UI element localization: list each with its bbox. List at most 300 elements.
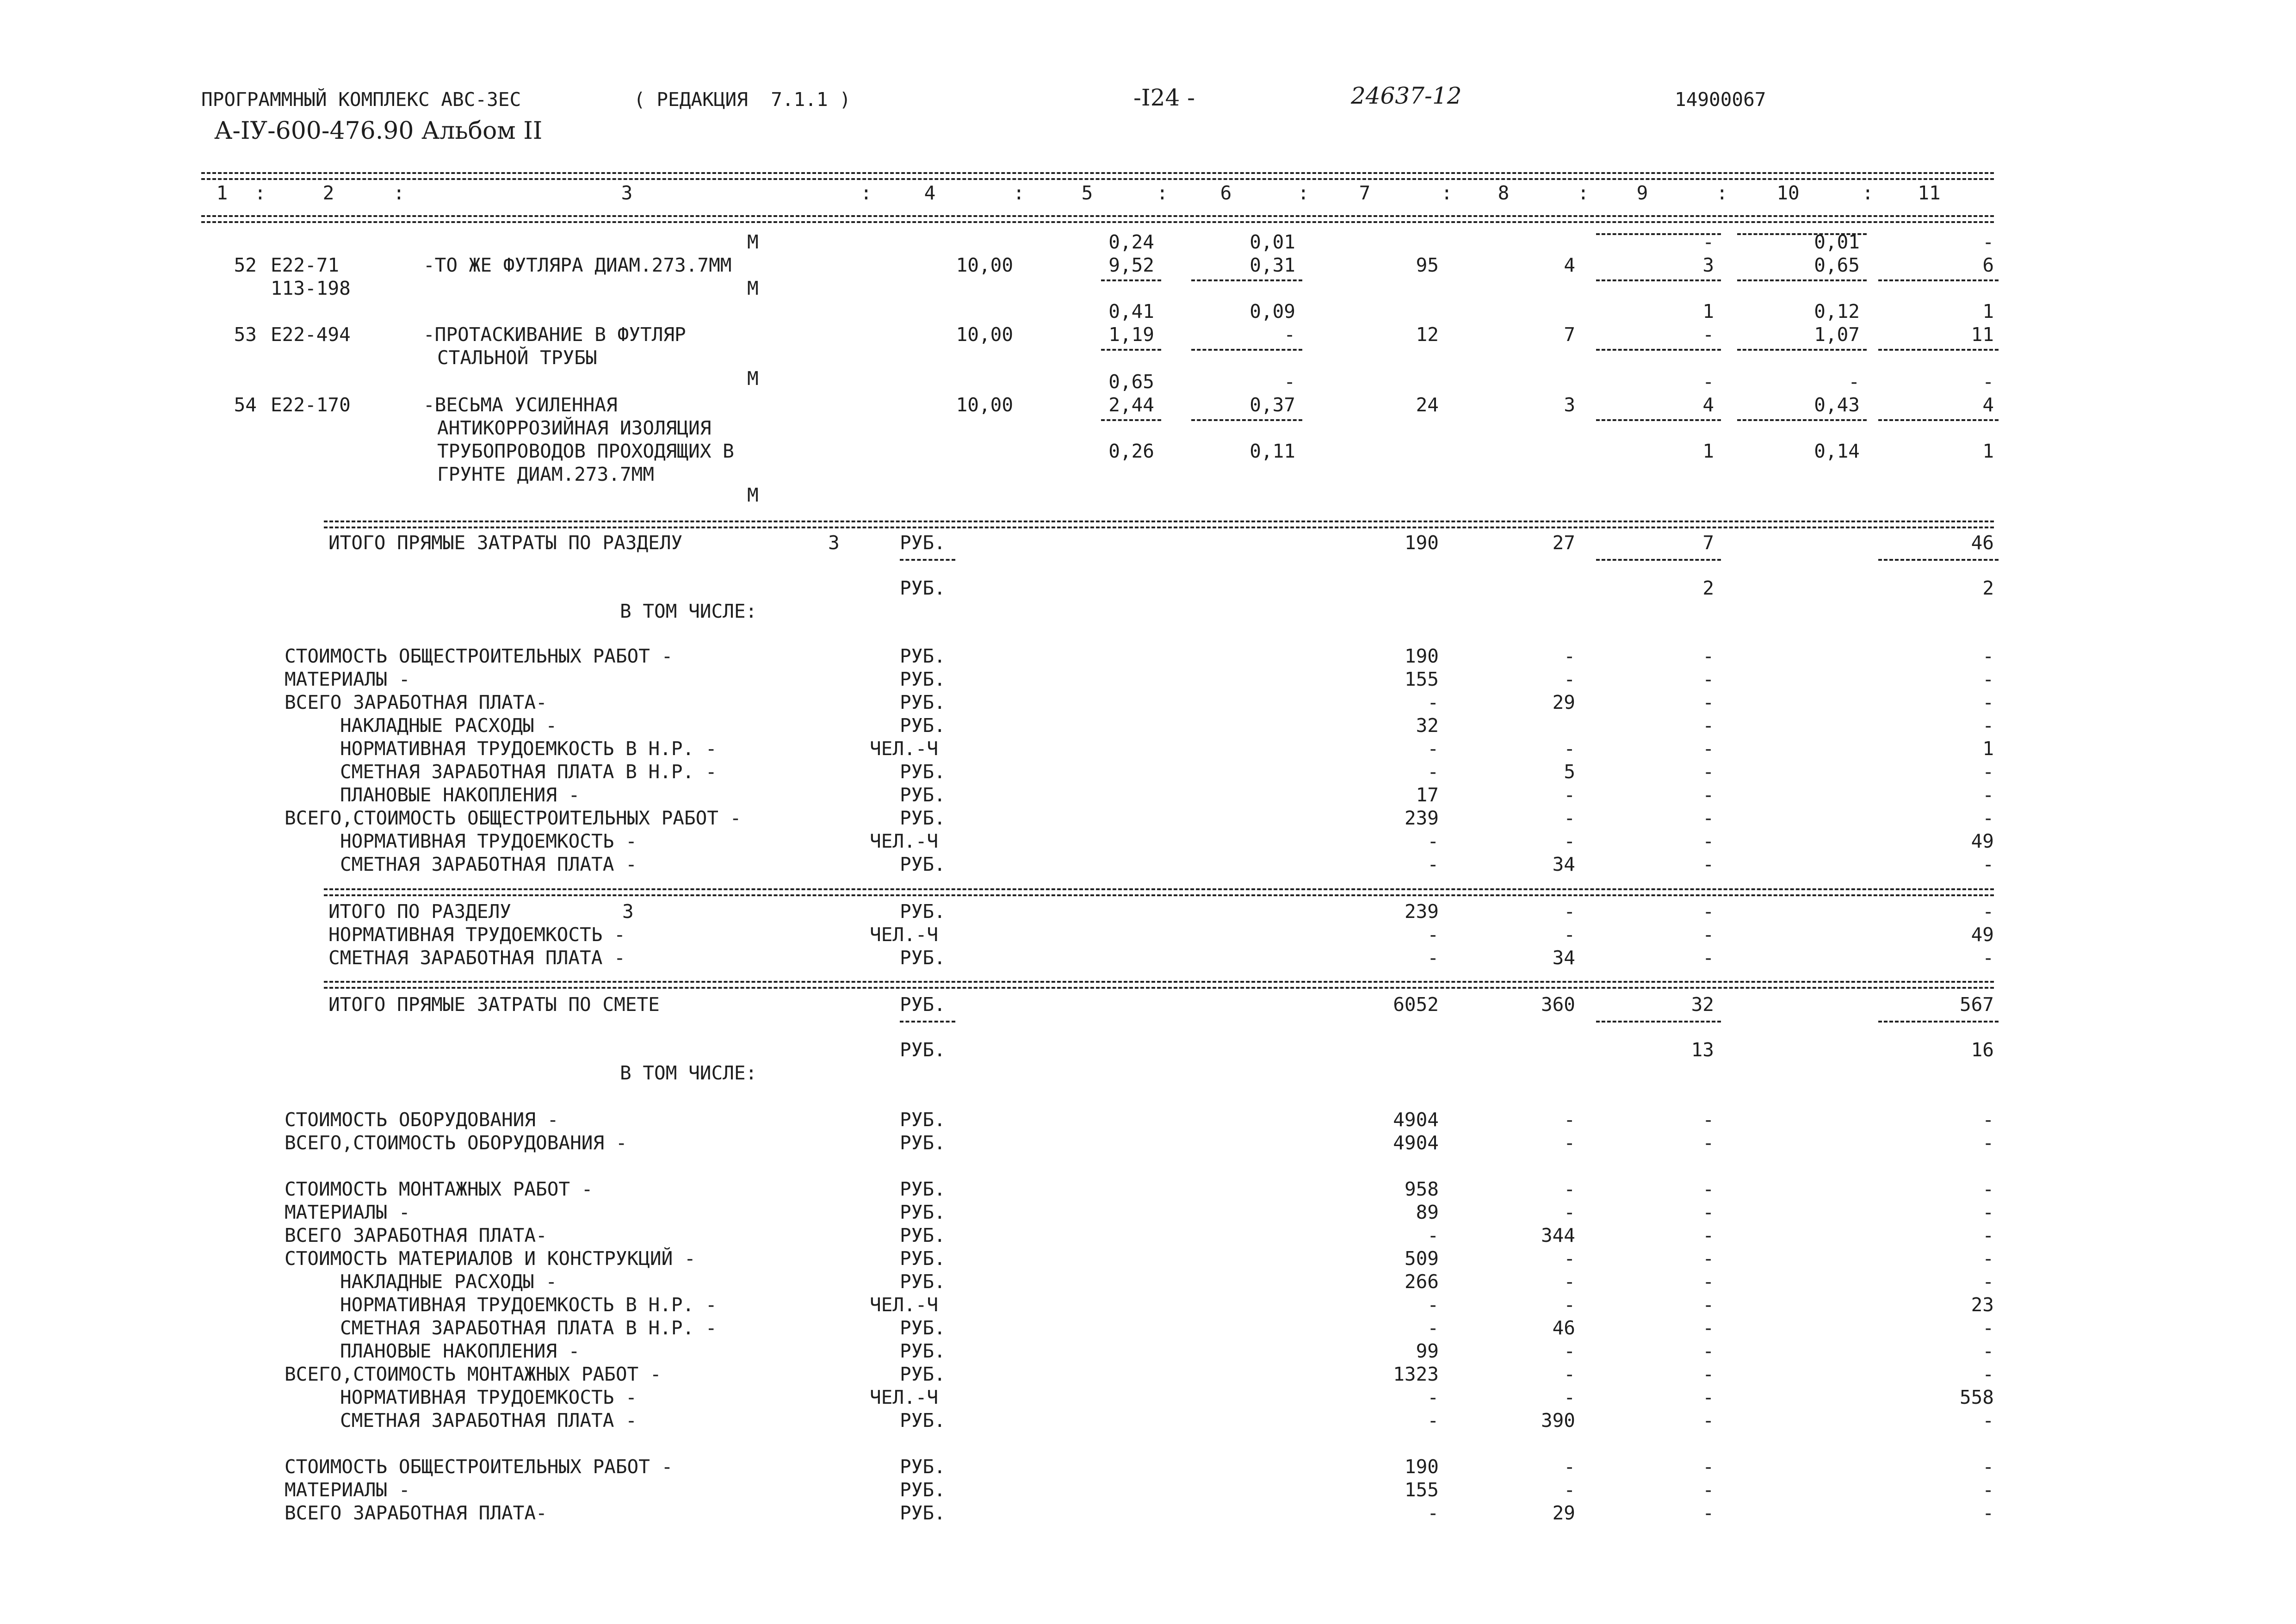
breakdown-c7: - (1427, 691, 1439, 713)
breakdown-label: ПЛАНОВЫЕ НАКОПЛЕНИЯ - (340, 1340, 580, 1362)
breakdown-c11: - (1982, 1456, 1994, 1478)
breakdown-label: СТОИМОСТЬ ОБЩЕСТРОИТЕЛЬНЫХ РАБОТ - (285, 1456, 673, 1478)
breakdown-c11: - (1982, 1224, 1994, 1246)
unit-label: РУБ. (900, 1340, 946, 1362)
breakdown-c7: - (1427, 1294, 1439, 1316)
section-total-label: ИТОГО ПРЯМЫЕ ЗАТРАТЫ ПО РАЗДЕЛУ (328, 532, 683, 554)
value-top-c6: 0,01 (1250, 231, 1295, 253)
breakdown-label: НОРМАТИВНАЯ ТРУДОЕМКОСТЬ В Н.Р. - (340, 738, 717, 760)
breakdown-c9: - (1702, 1132, 1714, 1154)
unit-label: РУБ. (900, 993, 946, 1016)
value-bottom-c5: 0,26 (1108, 440, 1154, 462)
breakdown-c8: - (1564, 1386, 1575, 1408)
unit-label: ЧЕЛ.-Ч (870, 738, 939, 760)
breakdown-c7: - (1427, 738, 1439, 760)
breakdown-label: ВСЕГО ЗАРАБОТНАЯ ПЛАТА- (285, 691, 547, 713)
breakdown-c7: 239 (1404, 807, 1439, 829)
estimate-total-c8: 360 (1541, 993, 1575, 1016)
breakdown-label: НОРМАТИВНАЯ ТРУДОЕМКОСТЬ В Н.Р. - (340, 1294, 717, 1316)
value-c6: 0,31 (1250, 254, 1295, 276)
unit-label: РУБ. (900, 645, 946, 667)
item-code: Е22-71 (271, 254, 340, 276)
underline-unit (900, 1021, 955, 1023)
breakdown-c8: - (1564, 668, 1575, 690)
unit-label: РУБ. (900, 1479, 946, 1501)
section-result-c7: - (1427, 947, 1439, 969)
section-total-c11: 46 (1971, 532, 1994, 554)
section-number: 3 (828, 532, 840, 554)
unit-label: РУБ. (900, 532, 946, 554)
breakdown-c7: 89 (1416, 1201, 1439, 1223)
value-c8: 3 (1564, 394, 1575, 416)
column-number: 8 (1498, 182, 1510, 204)
breakdown-c9: - (1702, 1502, 1714, 1524)
value-top-c5: 0,65 (1108, 371, 1154, 393)
including-label: В ТОМ ЧИСЛЕ: (620, 600, 757, 622)
unit-above: М (747, 231, 759, 253)
underline-c6 (1191, 419, 1302, 421)
section-total-c11-secondary: 2 (1982, 577, 1994, 599)
estimate-total-c9: 32 (1691, 993, 1714, 1016)
unit-below: М (747, 484, 759, 506)
section-result-label: СМЕТНАЯ ЗАРАБОТНАЯ ПЛАТА - (328, 947, 625, 969)
breakdown-label: СМЕТНАЯ ЗАРАБОТНАЯ ПЛАТА В Н.Р. - (340, 761, 717, 783)
header-bottom-rule-2 (201, 221, 1994, 223)
item-description: -ВЕСЬМА УСИЛЕННАЯ (423, 394, 618, 416)
item-number: 54 (234, 394, 257, 416)
unit-label: РУБ. (900, 714, 946, 737)
section-result-label: НОРМАТИВНАЯ ТРУДОЕМКОСТЬ - (328, 924, 625, 946)
value-top-c6: - (1284, 371, 1295, 393)
breakdown-c11: - (1982, 761, 1994, 783)
breakdown-label: СМЕТНАЯ ЗАРАБОТНАЯ ПЛАТА - (340, 1409, 637, 1432)
section-result-c11: - (1982, 900, 1994, 923)
value-c9: - (1702, 323, 1714, 346)
unit-label: РУБ. (900, 668, 946, 690)
breakdown-c11: - (1982, 1247, 1994, 1270)
section-result-label: ИТОГО ПО РАЗДЕЛУ (328, 900, 511, 923)
unit-below: М (747, 367, 759, 390)
underline-c9 (1596, 1021, 1721, 1023)
breakdown-c11: - (1982, 1409, 1994, 1432)
estimate-rule (324, 981, 1994, 983)
section-total-c8: 27 (1552, 532, 1575, 554)
breakdown-c8: - (1564, 1132, 1575, 1154)
edition-label: ( РЕДАКЦИЯ 7.1.1 ) (634, 88, 851, 111)
unit-label: РУБ. (900, 1224, 946, 1246)
value-c6: - (1284, 323, 1295, 346)
unit-label: РУБ. (900, 1109, 946, 1131)
breakdown-c8: - (1564, 830, 1575, 852)
underline-c9 (1596, 419, 1721, 421)
breakdown-c7: - (1427, 1317, 1439, 1339)
value-c6: 0,37 (1250, 394, 1295, 416)
underline-c11 (1878, 419, 1999, 421)
column-separator: : (1441, 182, 1453, 204)
breakdown-label: ВСЕГО ЗАРАБОТНАЯ ПЛАТА- (285, 1224, 547, 1246)
program-title: ПРОГРАММНЫЙ КОМПЛЕКС АВС-3ЕС (201, 88, 521, 111)
unit-label: РУБ. (900, 1363, 946, 1385)
breakdown-label: ПЛАНОВЫЕ НАКОПЛЕНИЯ - (340, 784, 580, 806)
unit-label: РУБ. (900, 1039, 946, 1061)
breakdown-c8: - (1564, 1340, 1575, 1362)
underline-c10 (1737, 349, 1867, 351)
breakdown-c9: - (1702, 830, 1714, 852)
unit-label: ЧЕЛ.-Ч (870, 830, 939, 852)
breakdown-c11: 558 (1959, 1386, 1994, 1408)
breakdown-label: ВСЕГО ЗАРАБОТНАЯ ПЛАТА- (285, 1502, 547, 1524)
breakdown-c9: - (1702, 1294, 1714, 1316)
value-c5: 1,19 (1108, 323, 1154, 346)
breakdown-c8: 390 (1541, 1409, 1575, 1432)
section-result-c8: 34 (1552, 947, 1575, 969)
unit-label: РУБ. (900, 947, 946, 969)
breakdown-label: МАТЕРИАЛЫ - (285, 668, 410, 690)
breakdown-c11: - (1982, 1502, 1994, 1524)
column-number-row (0, 181, 2296, 205)
item-description: ГРУНТЕ ДИАМ.273.7ММ (437, 463, 654, 485)
breakdown-c9: - (1702, 1178, 1714, 1200)
value-c8: 7 (1564, 323, 1575, 346)
column-number: 11 (1918, 182, 1941, 204)
value-top-c10: 0,12 (1814, 300, 1860, 322)
item-quantity: 10,00 (956, 323, 1013, 346)
breakdown-c11: 49 (1971, 830, 1994, 852)
section-result-c8: - (1564, 900, 1575, 923)
item-description: АНТИКОРРОЗИЙНАЯ ИЗОЛЯЦИЯ (437, 417, 712, 439)
item-description: СТАЛЬНОЙ ТРУБЫ (437, 347, 597, 369)
column-separator: : (254, 182, 266, 204)
breakdown-c11: - (1982, 1109, 1994, 1131)
item-number: 53 (234, 323, 257, 346)
value-top-c9: - (1702, 231, 1714, 253)
underline-c5 (1101, 419, 1161, 421)
value-bottom-c6: 0,11 (1250, 440, 1295, 462)
value-c8: 4 (1564, 254, 1575, 276)
breakdown-c8: 46 (1552, 1317, 1575, 1339)
breakdown-c9: - (1702, 1409, 1714, 1432)
value-c7: 24 (1416, 394, 1439, 416)
section-result-rule (324, 888, 1994, 890)
album-label: А-IУ-600-476.90 Альбом II (214, 117, 543, 145)
breakdown-c7: - (1427, 1409, 1439, 1432)
unit-label: РУБ. (900, 691, 946, 713)
handwritten-code: 24637-12 (1351, 82, 1462, 109)
breakdown-c11: - (1982, 1363, 1994, 1385)
value-c10: 0,43 (1814, 394, 1860, 416)
section-result-rule-2 (324, 894, 1994, 896)
breakdown-c7: 958 (1404, 1178, 1439, 1200)
section-result-c9: - (1702, 900, 1714, 923)
unit-label: РУБ. (900, 1132, 946, 1154)
breakdown-c8: - (1564, 1247, 1575, 1270)
unit-label: РУБ. (900, 784, 946, 806)
column-number: 3 (621, 182, 633, 204)
section-result-c7: - (1427, 924, 1439, 946)
estimate-total-c11-secondary: 16 (1971, 1039, 1994, 1061)
estimate-total-c9-secondary: 13 (1691, 1039, 1714, 1061)
value-c7: 95 (1416, 254, 1439, 276)
item-description: -ТО ЖЕ ФУТЛЯРА ДИАМ.273.7ММ (423, 254, 732, 276)
column-number: 4 (924, 182, 936, 204)
breakdown-c8: 29 (1552, 1502, 1575, 1524)
value-c9: 3 (1702, 254, 1714, 276)
item-description: -ПРОТАСКИВАНИЕ В ФУТЛЯР (423, 323, 686, 346)
value-top-c5: 0,41 (1108, 300, 1154, 322)
section-total-c9: 7 (1702, 532, 1714, 554)
breakdown-c9: - (1702, 1224, 1714, 1246)
breakdown-c8: 34 (1552, 853, 1575, 875)
breakdown-c8: 5 (1564, 761, 1575, 783)
item-description: ТРУБОПРОВОДОВ ПРОХОДЯЩИХ В (437, 440, 734, 462)
breakdown-c7: 32 (1416, 714, 1439, 737)
value-c5: 2,44 (1108, 394, 1154, 416)
breakdown-c7: 190 (1404, 1456, 1439, 1478)
document-number: 14900067 (1675, 88, 1766, 111)
underline-c10 (1737, 279, 1867, 281)
item-quantity: 10,00 (956, 394, 1013, 416)
underline-c11 (1878, 279, 1999, 281)
section-total-c7: 190 (1404, 532, 1439, 554)
column-number: 9 (1636, 182, 1648, 204)
underline-c9 (1596, 349, 1721, 351)
breakdown-c8: 29 (1552, 691, 1575, 713)
unit-label: РУБ. (900, 1409, 946, 1432)
breakdown-label: СТОИМОСТЬ ОБЩЕСТРОИТЕЛЬНЫХ РАБОТ - (285, 645, 673, 667)
breakdown-label: МАТЕРИАЛЫ - (285, 1479, 410, 1501)
column-separator: : (1862, 182, 1874, 204)
value-c9: 4 (1702, 394, 1714, 416)
section-result-c11: - (1982, 947, 1994, 969)
unit-label: ЧЕЛ.-Ч (870, 924, 939, 946)
column-number: 10 (1776, 182, 1800, 204)
underline-c5 (1101, 349, 1161, 351)
unit-label: РУБ. (900, 577, 946, 599)
breakdown-c9: - (1702, 668, 1714, 690)
column-separator: : (1716, 182, 1728, 204)
column-number: 1 (216, 182, 228, 204)
breakdown-c8: - (1564, 1109, 1575, 1131)
column-separator: : (860, 182, 872, 204)
section-result-c9: - (1702, 947, 1714, 969)
underline-c11 (1878, 1021, 1999, 1023)
value-top-c11: 1 (1982, 300, 1994, 322)
item-code: Е22-494 (271, 323, 351, 346)
value-top-c6: 0,09 (1250, 300, 1295, 322)
breakdown-c7: - (1427, 1386, 1439, 1408)
unit-label: РУБ. (900, 1247, 946, 1270)
breakdown-c9: - (1702, 1271, 1714, 1293)
breakdown-c9: - (1702, 807, 1714, 829)
underline-c10 (1737, 233, 1867, 235)
column-separator: : (1013, 182, 1025, 204)
breakdown-c7: - (1427, 1502, 1439, 1524)
breakdown-c9: - (1702, 853, 1714, 875)
header-bottom-rule (201, 215, 1994, 217)
unit-label: РУБ. (900, 853, 946, 875)
column-separator: : (1157, 182, 1168, 204)
estimate-rule-2 (324, 987, 1994, 989)
breakdown-c7: 99 (1416, 1340, 1439, 1362)
breakdown-label: СТОИМОСТЬ МАТЕРИАЛОВ И КОНСТРУКЦИЙ - (285, 1247, 696, 1270)
breakdown-c9: - (1702, 1247, 1714, 1270)
breakdown-c11: - (1982, 1479, 1994, 1501)
breakdown-c8: - (1564, 784, 1575, 806)
item-code-secondary: 113-198 (271, 277, 351, 299)
breakdown-c11: - (1982, 1271, 1994, 1293)
breakdown-c7: 155 (1404, 1479, 1439, 1501)
breakdown-c11: - (1982, 784, 1994, 806)
unit-label: РУБ. (900, 807, 946, 829)
unit-label: РУБ. (900, 1201, 946, 1223)
value-c11: 4 (1982, 394, 1994, 416)
breakdown-c9: - (1702, 1109, 1714, 1131)
breakdown-c7: 190 (1404, 645, 1439, 667)
unit-label: РУБ. (900, 761, 946, 783)
item-code: Е22-170 (271, 394, 351, 416)
underline-c9 (1596, 559, 1721, 561)
item-quantity: 10,00 (956, 254, 1013, 276)
breakdown-label: СМЕТНАЯ ЗАРАБОТНАЯ ПЛАТА - (340, 853, 637, 875)
underline-c6 (1191, 349, 1302, 351)
breakdown-c9: - (1702, 714, 1714, 737)
breakdown-label: ВСЕГО,СТОИМОСТЬ МОНТАЖНЫХ РАБОТ - (285, 1363, 662, 1385)
breakdown-c7: - (1427, 853, 1439, 875)
breakdown-c11: - (1982, 691, 1994, 713)
breakdown-c9: - (1702, 1317, 1714, 1339)
table-top-rule (201, 172, 1994, 174)
breakdown-c7: 17 (1416, 784, 1439, 806)
breakdown-c8: - (1564, 1271, 1575, 1293)
breakdown-c8: 344 (1541, 1224, 1575, 1246)
value-c10: 0,65 (1814, 254, 1860, 276)
breakdown-c7: 4904 (1393, 1109, 1439, 1131)
value-top-c10: - (1848, 371, 1860, 393)
breakdown-c9: - (1702, 1479, 1714, 1501)
breakdown-c9: - (1702, 691, 1714, 713)
section-result-c8: - (1564, 924, 1575, 946)
column-number: 6 (1220, 182, 1232, 204)
breakdown-c11: - (1982, 1132, 1994, 1154)
breakdown-c8: - (1564, 1178, 1575, 1200)
value-top-c5: 0,24 (1108, 231, 1154, 253)
column-number: 2 (322, 182, 334, 204)
breakdown-c11: - (1982, 668, 1994, 690)
column-separator: : (393, 182, 405, 204)
section-number: 3 (622, 900, 634, 923)
breakdown-label: НАКЛАДНЫЕ РАСХОДЫ - (340, 714, 557, 737)
breakdown-label: МАТЕРИАЛЫ - (285, 1201, 410, 1223)
breakdown-c11: 1 (1982, 738, 1994, 760)
table-top-rule-2 (201, 178, 1994, 180)
breakdown-c11: - (1982, 853, 1994, 875)
value-c11: 6 (1982, 254, 1994, 276)
breakdown-label: НАКЛАДНЫЕ РАСХОДЫ - (340, 1271, 557, 1293)
breakdown-c7: 4904 (1393, 1132, 1439, 1154)
column-separator: : (1578, 182, 1589, 204)
value-top-c10: 0,01 (1814, 231, 1860, 253)
breakdown-c11: 23 (1971, 1294, 1994, 1316)
breakdown-label: ВСЕГО,СТОИМОСТЬ ОБОРУДОВАНИЯ - (285, 1132, 627, 1154)
breakdown-label: НОРМАТИВНАЯ ТРУДОЕМКОСТЬ - (340, 830, 637, 852)
breakdown-c9: - (1702, 1456, 1714, 1478)
breakdown-c9: - (1702, 1363, 1714, 1385)
unit-label: ЧЕЛ.-Ч (870, 1386, 939, 1408)
value-c11: 11 (1971, 323, 1994, 346)
breakdown-c9: - (1702, 1386, 1714, 1408)
value-top-c9: 1 (1702, 300, 1714, 322)
breakdown-c11: - (1982, 645, 1994, 667)
section-result-c7: 239 (1404, 900, 1439, 923)
underline-c9 (1596, 279, 1721, 281)
breakdown-c7: - (1427, 1224, 1439, 1246)
breakdown-c9: - (1702, 1201, 1714, 1223)
underline-unit (900, 559, 955, 561)
unit-label: РУБ. (900, 1456, 946, 1478)
breakdown-c8: - (1564, 1363, 1575, 1385)
breakdown-label: СТОИМОСТЬ МОНТАЖНЫХ РАБОТ - (285, 1178, 593, 1200)
unit-label: РУБ. (900, 1502, 946, 1524)
underline-c11 (1878, 349, 1999, 351)
breakdown-c9: - (1702, 1340, 1714, 1362)
section-rule (324, 521, 1994, 522)
unit-label: РУБ. (900, 1271, 946, 1293)
breakdown-c8: - (1564, 645, 1575, 667)
breakdown-c8: - (1564, 1456, 1575, 1478)
breakdown-c9: - (1702, 645, 1714, 667)
section-result-c11: 49 (1971, 924, 1994, 946)
breakdown-c8: - (1564, 1294, 1575, 1316)
breakdown-c11: - (1982, 714, 1994, 737)
section-rule-2 (324, 527, 1994, 528)
value-bottom-c11: 1 (1982, 440, 1994, 462)
breakdown-c8: - (1564, 807, 1575, 829)
breakdown-c7: 1323 (1393, 1363, 1439, 1385)
unit-below: М (747, 277, 759, 299)
section-result-c9: - (1702, 924, 1714, 946)
breakdown-c11: - (1982, 1201, 1994, 1223)
column-number: 5 (1081, 182, 1093, 204)
underline-c11 (1878, 559, 1999, 561)
unit-label: РУБ. (900, 900, 946, 923)
value-c5: 9,52 (1108, 254, 1154, 276)
breakdown-c11: - (1982, 1178, 1994, 1200)
section-total-c9-secondary: 2 (1702, 577, 1714, 599)
breakdown-c7: 266 (1404, 1271, 1439, 1293)
value-c7: 12 (1416, 323, 1439, 346)
breakdown-c11: - (1982, 1340, 1994, 1362)
breakdown-c11: - (1982, 1317, 1994, 1339)
breakdown-c8: - (1564, 1201, 1575, 1223)
estimate-total-label: ИТОГО ПРЯМЫЕ ЗАТРАТЫ ПО СМЕТЕ (328, 993, 660, 1016)
value-top-c11: - (1982, 371, 1994, 393)
unit-label: РУБ. (900, 1317, 946, 1339)
breakdown-c8: - (1564, 738, 1575, 760)
breakdown-label: СМЕТНАЯ ЗАРАБОТНАЯ ПЛАТА В Н.Р. - (340, 1317, 717, 1339)
item-number: 52 (234, 254, 257, 276)
underline-c5 (1101, 279, 1161, 281)
column-separator: : (1298, 182, 1309, 204)
including-label: В ТОМ ЧИСЛЕ: (620, 1062, 757, 1084)
value-bottom-c9: 1 (1702, 440, 1714, 462)
underline-c10 (1737, 419, 1867, 421)
value-top-c9: - (1702, 371, 1714, 393)
underline-c9 (1596, 233, 1721, 235)
breakdown-label: СТОИМОСТЬ ОБОРУДОВАНИЯ - (285, 1109, 559, 1131)
underline-c6 (1191, 279, 1302, 281)
breakdown-c7: - (1427, 761, 1439, 783)
value-c10: 1,07 (1814, 323, 1860, 346)
